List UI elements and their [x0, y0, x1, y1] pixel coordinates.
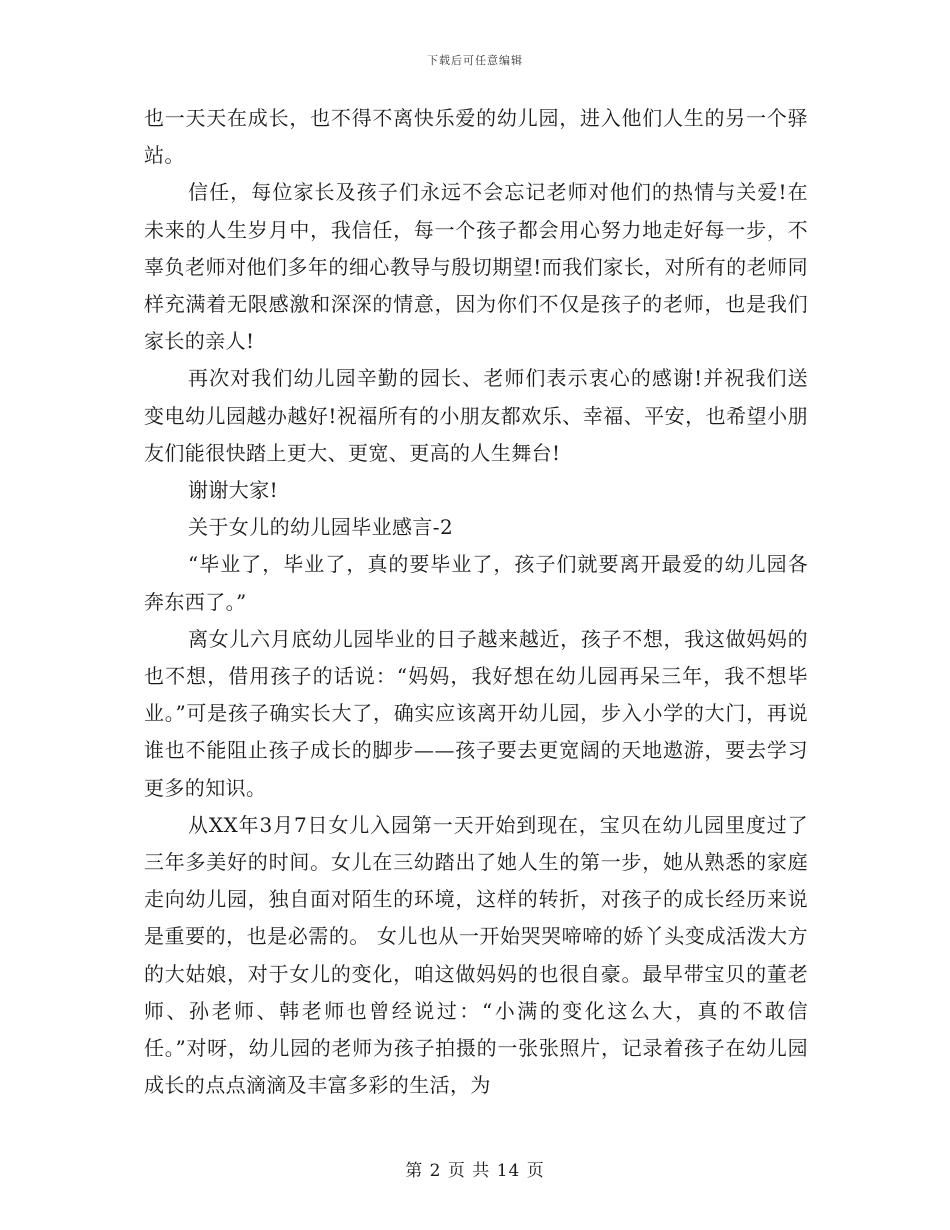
document-body [144, 100, 808, 1104]
paragraph-continuation: 也一天天在成长，也不得不离快乐爱的幼儿园，进入他们人生的另一个驿站。 [144, 106, 808, 168]
paragraph-quote: “毕业了，毕业了，真的要毕业了，孩子们就要离开最爱的幼儿园各奔东西了。” [144, 552, 808, 614]
page-header-note: 下载后可任意编辑 [427, 54, 523, 67]
paragraph-trust: 信任，每位家长及孩子们永远不会忘记老师对他们的热情与关爱!在未来的人生岁月中，我信任，每一个孩子都会用心努力地走好每一步，不辜负老师对他们多年的细心教导与殷切期望!而我们家长，对所有的老师同样充满着无限感激和深深的情意，因为你们不仅是孩子的老师，也是我们家长的亲人! [144, 180, 808, 354]
page-number: 第 2 页 共 14 页 [405, 1161, 545, 1181]
paragraph-thank-you-all: 谢谢大家! [188, 478, 279, 503]
section-title: 关于女儿的幼儿园毕业感言-2 [188, 515, 454, 540]
paragraph-three-years: 从XX年3月7日女儿入园第一天开始到现在，宝贝在幼儿园里度过了三年多美好的时间。女儿在三幼踏出了她人生的第一步，她从熟悉的家庭走向幼儿园，独自面对陌生的环境，这样的转折，对孩子的成长经历来说是重要的，也是必需的。 女儿也从一开始哭哭啼啼的娇丫头变成活泼大方的大姑娘，对于女儿的变化，咱这做妈妈的也很自豪。最早带宝贝的董老师、孙老师、韩老师也曾经说过：“小满的变化这么大，真的不敢信任。”对呀，幼儿园的老师为孩子拍摄的一张张照片，记录着孩子在幼儿园成长的点点滴滴及丰富多彩的生活，为 [144, 812, 808, 1098]
paragraph-thanks: 再次对我们幼儿园辛勤的园长、老师们表示衷心的感谢!并祝我们送变电幼儿园越办越好!祝福所有的小朋友都欢乐、幸福、平安，也希望小朋友们能很快踏上更大、更宽、更高的人生舞台! [144, 366, 808, 465]
paragraph-graduation-near: 离女儿六月底幼儿园毕业的日子越来越近，孩子不想，我这做妈妈的也不想，借用孩子的话说：“妈妈，我好想在幼儿园再呆三年，我不想毕业。”可是孩子确实长大了，确实应该离开幼儿园，步入小学的大门，再说谁也不能阻止孩子成长的脚步——孩子要去更宽阔的天地遨游，要去学习更多的知识。 [144, 626, 808, 800]
